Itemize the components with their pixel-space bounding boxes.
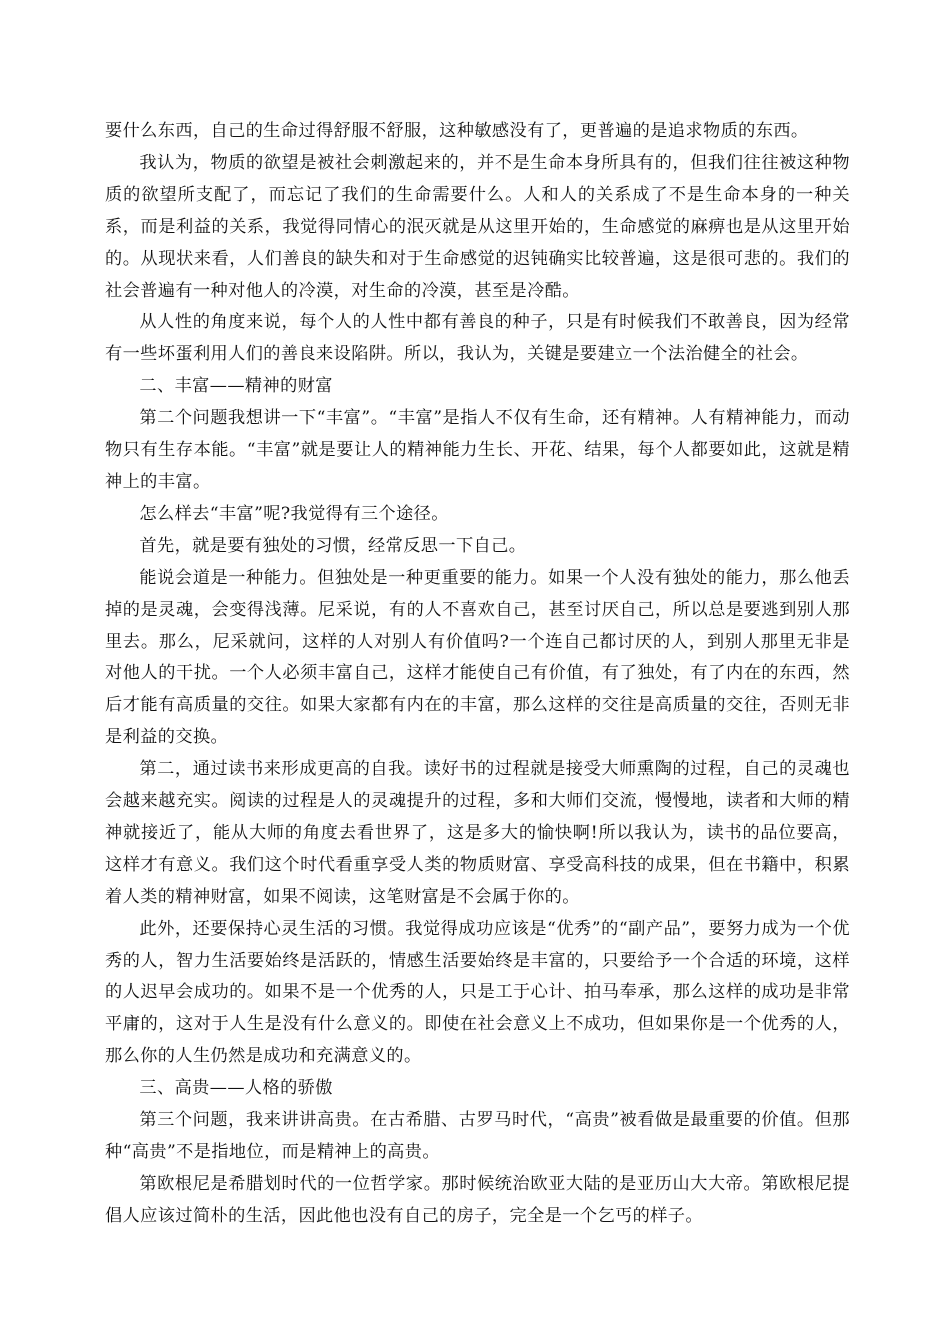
paragraph: 首先，就是要有独处的习惯，经常反思一下自己。	[139, 535, 527, 556]
paragraph-continued: 要什么东西，自己的生命过得舒服不舒服，这种敏感没有了，更普遍的是追求物质的东西。	[105, 121, 809, 141]
paragraph: 我认为，物质的欲望是被社会刺激起来的，并不是生命本身所具有的，但我们往往被这种物质的欲望所支配了，而忘记了我们的生命需要什么。人和人的关系成了不是生命本身的一种关系，而是利益的关系，我觉得同情心的泯灭就是从这里开始的，生命感觉的麻痹也是从这里开始的。从现状来看，人们善良的缺失和对于生命感觉的迟钝确实比较普遍，这是很可悲的。我们的社会普遍有一种对他人的冷漠，对生命的冷漠，甚至是冷酷。	[105, 152, 850, 301]
paragraph: 此外，还要保持心灵生活的习惯。我觉得成功应该是“优秀”的“副产品”，要努力成为一个优秀的人，智力生活要始终是活跃的，情感生活要始终是丰富的，只要给予一个合适的环境，这样的人迟早会成功的。如果不是一个优秀的人，只是工于心计、拍马奉承，那么这样的成功是非常平庸的，这对于人生是没有什么意义的。即使在社会意义上不成功，但如果你是一个优秀的人，那么你的人生仍然是成功和充满意义的。	[105, 918, 850, 1067]
document-body	[105, 116, 850, 1233]
section-heading: 三、高贵——人格的骄傲	[139, 1078, 333, 1099]
paragraph: 第三个问题，我来讲讲高贵。在古希腊、古罗马时代，“高贵”被看做是最重要的价值。但那种“高贵”不是指地位，而是精神上的高贵。	[105, 1110, 850, 1162]
section-heading: 二、丰富——精神的财富	[139, 376, 333, 397]
paragraph: 第二个问题我想讲一下“丰富”。“丰富”是指人不仅有生命，还有精神。人有精神能力，而动物只有生存本能。“丰富”就是要让人的精神能力生长、开花、结果，每个人都要如此，这就是精神上的丰富。	[105, 408, 850, 492]
paragraph: 第欧根尼是希腊划时代的一位哲学家。那时候统治欧亚大陆的是亚历山大大帝。第欧根尼提倡人应该过简朴的生活，因此他也没有自己的房子，完全是一个乞丐的样子。	[105, 1173, 850, 1226]
paragraph: 能说会道是一种能力。但独处是一种更重要的能力。如果一个人没有独处的能力，那么他丢掉的是灵魂，会变得浅薄。尼采说，有的人不喜欢自己，甚至讨厌自己，所以总是要逃到别人那里去。那么，尼采就问，这样的人对别人有价值吗?一个连自己都讨厌的人，到别人那里无非是对他人的干扰。一个人必须丰富自己，这样才能使自己有价值，有了独处，有了内在的东西，然后才能有高质量的交往。如果大家都有内在的丰富，那么这样的交往是高质量的交往，否则无非是利益的交换。	[105, 567, 850, 748]
paragraph: 从人性的角度来说，每个人的人性中都有善良的种子，只是有时候我们不敢善良，因为经常有一些坏蛋利用人们的善良来设陷阱。所以，我认为，关键是要建立一个法治健全的社会。	[105, 312, 850, 365]
paragraph: 怎么样去“丰富”呢?我觉得有三个途径。	[139, 503, 449, 524]
paragraph: 第二，通过读书来形成更高的自我。读好书的过程就是接受大师熏陶的过程，自己的灵魂也会越来越充实。阅读的过程是人的灵魂提升的过程，多和大师们交流，慢慢地，读者和大师的精神就接近了，能从大师的角度去看世界了，这是多大的愉快啊!所以我认为，读书的品位要高，这样才有意义。我们这个时代看重享受人类的物质财富、享受高科技的成果，但在书籍中，积累着人类的精神财富，如果不阅读，这笔财富是不会属于你的。	[105, 759, 850, 907]
